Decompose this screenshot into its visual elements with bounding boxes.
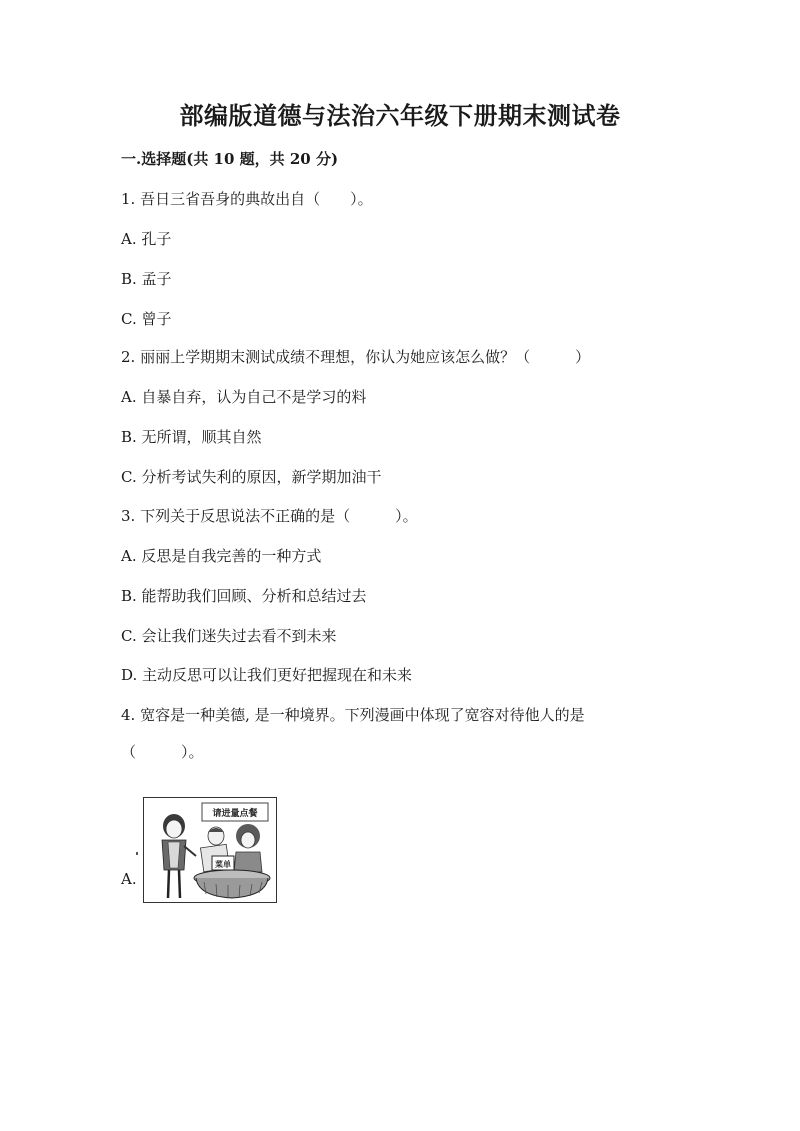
table-cloth [196,878,268,898]
question-3-option-d: D. 主动反思可以让我们更好把握现在和未来 [121,666,413,684]
waitress-face [166,820,182,838]
question-3-option-a: A. 反思是自我完善的一种方式 [121,547,322,565]
question-3-option-b: B. 能帮助我们回顾、分析和总结过去 [121,587,367,605]
man-hair [208,828,224,832]
question-4-stem-continued: （ ）。 [121,743,204,761]
question-1-option-a: A. 孔子 [121,230,172,248]
question-1-option-b: B. 孟子 [121,270,172,288]
question-4-stem: 4. 宽容是一种美德, 是一种境界。下列漫画中体现了宽容对待他人的是 [121,706,585,724]
question-1-option-c: C. 曾子 [121,310,172,328]
question-2-option-b: B. 无所谓，顺其自然 [121,428,262,446]
question-2-option-a: A. 自暴自弃，认为自己不是学习的料 [121,388,367,406]
question-4-option-a-label: A. [121,870,137,888]
margin-mark [136,852,138,855]
section-heading: 一.选择题(共 10 题，共 20 分) [121,150,339,168]
question-3-stem: 3. 下列关于反思说法不正确的是（ ）。 [121,507,418,525]
question-1-stem: 1. 吾日三省吾身的典故出自（ ）。 [121,190,373,208]
waitress-leg-right [179,870,180,898]
question-3-option-c: C. 会让我们迷失过去看不到未来 [121,627,337,645]
waitress-leg-left [168,870,169,898]
woman-face [241,832,255,848]
waitress-arm [184,846,196,856]
cartoon-illustration [143,797,277,903]
woman-body [234,852,262,872]
menu-text: 菜单 [215,860,231,869]
question-2-option-c: C. 分析考试失利的原因，新学期加油干 [121,468,382,486]
cartoon-drawing [144,798,277,903]
question-2-stem: 2. 丽丽上学期期末测试成绩不理想，你认为她应该怎么做？（ ） [121,348,591,366]
page-title: 部编版道德与法治六年级下册期末测试卷 [179,101,621,130]
waitress-apron [168,842,180,868]
sign-text: 请进量点餐 [212,809,258,819]
